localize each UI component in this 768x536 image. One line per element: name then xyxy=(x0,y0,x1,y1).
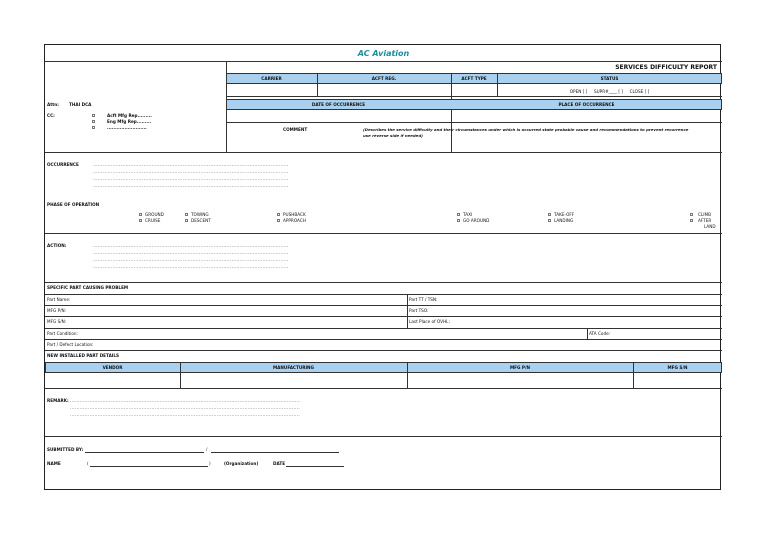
company-title: AC Aviation xyxy=(357,49,410,58)
date-of-occurrence-header: DATE OF OCCURRENCE xyxy=(311,102,366,107)
acft-type-field[interactable] xyxy=(451,84,497,96)
comment-label: COMMENT xyxy=(283,127,308,132)
carrier-header: CARRIER xyxy=(261,76,282,81)
remark-label: REMARK: xyxy=(47,398,69,403)
name-label: NAME xyxy=(47,461,61,466)
phase-landing-checkbox[interactable] xyxy=(548,219,551,222)
phase-descent-checkbox[interactable] xyxy=(185,219,188,222)
occurrence-line-3[interactable]: ........................................................................................................................ xyxy=(93,176,289,181)
action-line-3[interactable]: ........................................................................................................................ xyxy=(93,257,289,262)
cc-checkbox-1[interactable] xyxy=(92,114,95,117)
phase-landing-label: LANDING xyxy=(554,218,574,223)
part-tt-tsn-label[interactable]: Part TT / TSN: xyxy=(409,297,438,302)
specific-part-heading: SPECIFIC PART CAUSING PROBLEM xyxy=(47,285,129,290)
occurrence-line-1[interactable]: ........................................................................................................................ xyxy=(93,162,289,167)
service-difficulty-report-form xyxy=(44,44,721,490)
phase-take-off-checkbox[interactable] xyxy=(548,213,551,216)
name-close-paren: ) xyxy=(209,461,211,466)
occurrence-line-4[interactable]: ........................................................................................................................ xyxy=(93,183,289,188)
phase-go-around-checkbox[interactable] xyxy=(457,219,460,222)
place-of-occurrence-field[interactable] xyxy=(451,110,722,122)
action-line-2[interactable]: ........................................................................................................................ xyxy=(93,250,289,255)
phase-ground-label: GROUND xyxy=(145,212,164,217)
attn-label: Attn: xyxy=(47,102,59,107)
submitted-by-slash: / xyxy=(206,447,208,452)
cc-item-acft-mfg-rep: Acft Mfg Rep......... xyxy=(107,113,152,118)
status-options[interactable]: OPEN [ ] SUPR#____ [ ] CLOSE [ ] xyxy=(569,89,650,94)
cc-checkbox-2[interactable] xyxy=(92,120,95,123)
submitted-by-field[interactable] xyxy=(85,452,204,453)
remark-line-1[interactable]: ............................................................................................................................................. xyxy=(70,398,300,403)
occurrence-line-2[interactable]: ........................................................................................................................ xyxy=(93,169,289,174)
mfg-pn-label[interactable]: MFG P/N: xyxy=(47,308,67,313)
phase-take-off-label: TAKE-OFF xyxy=(554,212,575,217)
acft-type-header: ACFT TYPE xyxy=(461,76,487,81)
phase-go-around-label: GO AROUND xyxy=(463,218,490,223)
vendor-header: VENDOR xyxy=(102,365,123,370)
place-of-occurrence-header: PLACE OF OCCURRENCE xyxy=(558,102,615,107)
date-label: DATE xyxy=(273,461,286,466)
phase-climb-label: CLIMB xyxy=(698,212,711,217)
attn-value: THAI DCA xyxy=(69,102,92,107)
mfg-pn-header: MFG P/N xyxy=(509,365,531,370)
action-line-1[interactable]: ........................................................................................................................ xyxy=(93,243,289,248)
phase-taxi-checkbox[interactable] xyxy=(457,213,460,216)
phase-taxi-label: TAXI xyxy=(463,212,473,217)
report-title: SERVICES DIFFICULTY REPORT xyxy=(615,64,717,71)
comment-note-line-1: (Describes the service difficulty and their circumstances under which is occurred state probable cause and recommendations to prevent recurrence xyxy=(363,127,689,132)
date-field[interactable] xyxy=(286,466,344,467)
remark-line-2[interactable]: ............................................................................................................................................. xyxy=(70,405,300,410)
vendor-field[interactable] xyxy=(45,373,180,388)
manufacturing-field[interactable] xyxy=(180,373,407,388)
part-tso-label[interactable]: Part TSO: xyxy=(409,308,429,313)
action-label: ACTION: xyxy=(47,243,67,248)
phase-after-label: AFTER xyxy=(698,218,712,223)
name-open-paren: ( xyxy=(87,461,89,466)
cc-label: CC: xyxy=(47,113,55,118)
cc-item-eng-mfg-rep: Eng Mfg Rep......... xyxy=(107,119,152,124)
submitted-by-label: SUBMITTED BY: xyxy=(47,447,84,452)
defect-location-label[interactable]: Part / Defect Location: xyxy=(47,342,94,347)
phase-climb-checkbox[interactable] xyxy=(690,213,693,216)
ata-code-label[interactable]: ATA Code: xyxy=(589,331,611,336)
manufacturing-header: MANUFACTURING xyxy=(273,365,314,370)
cc-item-other: ......................... xyxy=(107,125,147,130)
name-field[interactable] xyxy=(90,466,208,467)
phase-pushback-label: PUSHBACK xyxy=(283,212,306,217)
phase-ground-checkbox[interactable] xyxy=(139,213,142,216)
date-of-occurrence-field[interactable] xyxy=(226,110,451,122)
mfg-pn-field[interactable] xyxy=(407,373,633,388)
phase-towing-label: TOWING xyxy=(191,212,209,217)
phase-cruise-label: CRUISE xyxy=(145,218,161,223)
status-header: STATUS xyxy=(600,76,619,81)
acft-reg-header: ACFT REG. xyxy=(371,76,397,81)
mfg-sn-label[interactable]: MFG S/N: xyxy=(47,319,67,324)
comment-note-line-2: use reverse side if needed) xyxy=(363,133,423,138)
part-condition-label[interactable]: Part Condition: xyxy=(47,331,78,336)
last-place-ovhl-label[interactable]: Last Place of OVHL: xyxy=(409,319,450,324)
phase-towing-checkbox[interactable] xyxy=(185,213,188,216)
submitted-by-field-2[interactable] xyxy=(211,452,339,453)
phase-descent-label: DESCENT xyxy=(191,218,211,223)
remark-line-3[interactable]: ............................................................................................................................................. xyxy=(70,412,300,417)
part-name-label[interactable]: Part Name: xyxy=(47,297,71,302)
cc-checkbox-3[interactable] xyxy=(92,126,95,129)
phase-land-label: LAND xyxy=(704,224,716,229)
phase-of-operation-label: PHASE OF OPERATION xyxy=(47,202,100,207)
organization-label: (Organization) xyxy=(224,461,259,466)
phase-approach-label: APPROACH xyxy=(283,218,306,223)
mfg-sn-field[interactable] xyxy=(633,373,722,388)
action-line-4[interactable]: ........................................................................................................................ xyxy=(93,264,289,269)
mfg-sn-header: MFG S/N xyxy=(667,365,688,370)
occurrence-label: OCCURRENCE xyxy=(47,162,79,167)
carrier-field[interactable] xyxy=(226,84,317,96)
phase-after-landing-checkbox[interactable] xyxy=(690,219,693,222)
phase-approach-checkbox[interactable] xyxy=(277,219,280,222)
phase-cruise-checkbox[interactable] xyxy=(139,219,142,222)
phase-pushback-checkbox[interactable] xyxy=(277,213,280,216)
acft-reg-field[interactable] xyxy=(317,84,451,96)
new-part-heading: NEW INSTALLED PART DETAILS xyxy=(47,353,120,358)
